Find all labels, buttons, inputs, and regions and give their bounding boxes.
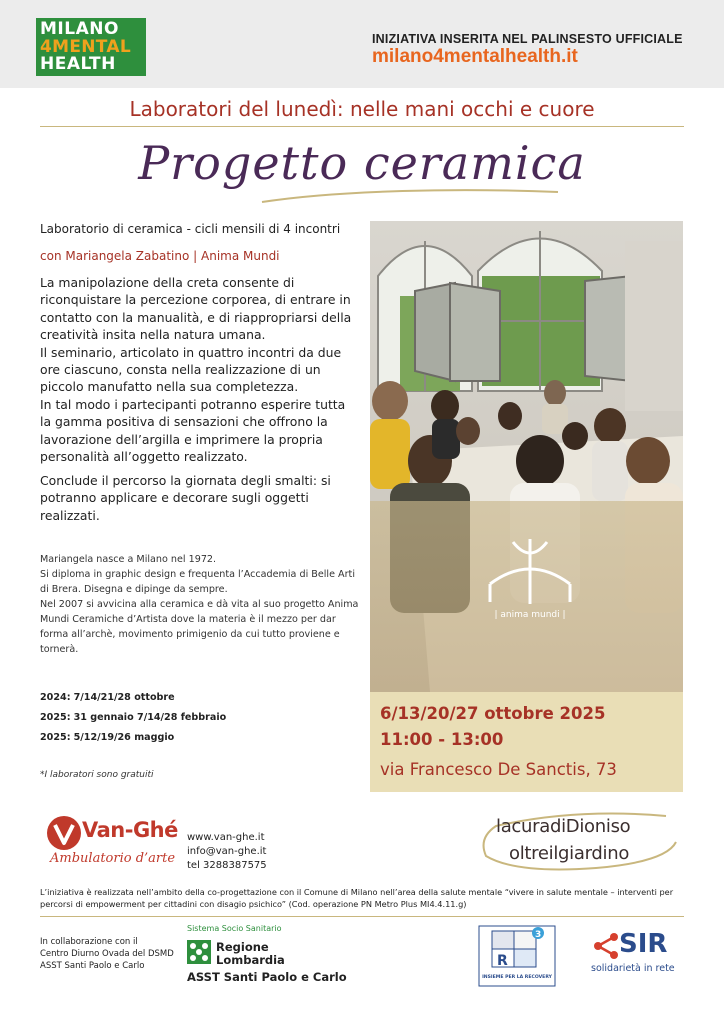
- description-paragraph: La manipolazione della creta consente di riconquistare la percezione corporea, di entrare in contatto con la manualità, e di riappropriarsi della creatività insita nella natura umana.: [40, 275, 352, 343]
- free-note: [40, 770, 154, 780]
- regione-lombardia-line1: Regione: [216, 940, 269, 954]
- sir-logo-subtitle: solidarietà in rete: [591, 963, 675, 974]
- regione-lombardia-icon: [187, 940, 211, 964]
- recovery-label: INSIEME PER LA RECOVERY: [482, 975, 552, 980]
- description: [40, 274, 355, 465]
- share-network-icon: [592, 932, 620, 960]
- anima-mundi-label: | anima mundi |: [494, 610, 566, 620]
- bio-line: Mariangela nasce a Milano nel 1972.: [40, 554, 217, 565]
- sistema-socio-sanitario-label: Sistema Socio Sanitario: [187, 924, 282, 933]
- page-title: Progetto ceramica: [138, 136, 586, 190]
- event-dates: 6/13/20/27 ottobre 2025: [380, 704, 606, 723]
- van-ghe-subtitle: Ambulatorio d’arte: [50, 851, 176, 866]
- recovery-letter: R: [497, 953, 508, 969]
- conclusion-paragraph: Conclude il percorso la giornata degli smalti: si potranno applicare e decorare sugli oggetti realizzati.: [40, 473, 331, 523]
- past-date-values: 5/12/19/26 maggio: [73, 732, 175, 743]
- footer-divider: [40, 916, 684, 917]
- logo-line-2: 4MENTAL: [40, 37, 131, 57]
- bio-line: Nel 2007 si avvicina alla ceramica e dà vita al suo progetto Anima Mundi Ceramiche d’Artista dove la materia è il mezzo per dar forma all’archè, movimento primigenio da cui tutto proviene e tornerà.: [40, 599, 359, 655]
- lacuradidioniso-line1: lacuradiDioniso: [496, 816, 631, 837]
- regione-lombardia-line2: Lombardia: [216, 953, 285, 967]
- past-date-year: 2025:: [40, 712, 71, 723]
- collaboration-line: Centro Diurno Ovada del DSMD: [40, 949, 174, 959]
- van-ghe-website[interactable]: www.van-ghe.it: [187, 832, 265, 843]
- footnote-mark: *: [40, 770, 45, 780]
- intro-line: Laboratorio di ceramica - cicli mensili di 4 incontri: [40, 222, 341, 236]
- past-dates-row: [40, 692, 175, 703]
- description-paragraph: In tal modo i partecipanti potranno esperire tutta la gamma positiva di sensazioni che offrono la lavorazione dell’argilla e imprimere la propria personalità all’oggetto realizzato.: [40, 396, 346, 465]
- past-date-year: 2024:: [40, 692, 71, 703]
- collaboration-line: ASST Santi Paolo e Carlo: [40, 961, 145, 971]
- sir-logo-name: SIR: [619, 929, 668, 959]
- funding-statement: L’iniziativa è realizzata nell’ambito della co-progettazione con il Comune di Milano nell’area della salute mentale “vivere in salute mentale – interventi per percorsi di empowerment per cittadini con disagio psichico” (Cod. operazione PN Metro Plus MI4.4.11.g): [40, 887, 674, 909]
- logo-line-1: MILANO: [40, 19, 119, 39]
- footnote-text: I laboratori sono gratuiti: [44, 770, 154, 780]
- title-underline-swoosh: [260, 186, 560, 206]
- description-paragraph: Il seminario, articolato in quattro incontri da due ore ciascuno, consta nella realizzazione di un piccolo manufatto nella sua completezza.: [40, 344, 342, 395]
- past-date-values: 7/14/21/28 ottobre: [73, 692, 175, 703]
- logo-line-3: HEALTH: [40, 54, 116, 74]
- van-ghe-phone: tel 3288387575: [187, 860, 267, 871]
- header-initiative-text: INIZIATIVA INSERITA NEL PALINSESTO UFFICIALE: [372, 32, 683, 46]
- bio: [40, 552, 365, 657]
- past-dates-row: [40, 712, 226, 723]
- subtitle-divider: [40, 126, 684, 127]
- page-subtitle: Laboratori del lunedì: nelle mani occhi e cuore: [129, 97, 595, 121]
- header-website-link[interactable]: milano4mentalhealth.it: [372, 46, 578, 67]
- event-place: via Francesco De Sanctis, 73: [380, 760, 617, 779]
- event-time: 11:00 - 13:00: [380, 730, 504, 749]
- past-date-year: 2025:: [40, 732, 71, 743]
- van-ghe-email[interactable]: info@van-ghe.it: [187, 846, 267, 857]
- van-ghe-logo-icon: [46, 815, 82, 851]
- asst-name: ASST Santi Paolo e Carlo: [187, 970, 347, 984]
- past-dates-row: [40, 732, 174, 743]
- milano4mentalhealth-logo: [36, 18, 146, 76]
- past-date-values: 31 gennaio 7/14/28 febbraio: [73, 712, 227, 723]
- recovery-number: 3: [535, 930, 542, 940]
- bio-line: Si diploma in graphic design e frequenta l’Accademia di Belle Arti di Brera. Disegna e dipinge da sempre.: [40, 569, 355, 595]
- author-line: con Mariangela Zabatino | Anima Mundi: [40, 249, 280, 263]
- van-ghe-name: Van-Ghé: [82, 818, 178, 842]
- lacuradidioniso-line2: oltreilgiardino: [509, 843, 630, 864]
- collaboration-line: In collaborazione con il: [40, 937, 138, 947]
